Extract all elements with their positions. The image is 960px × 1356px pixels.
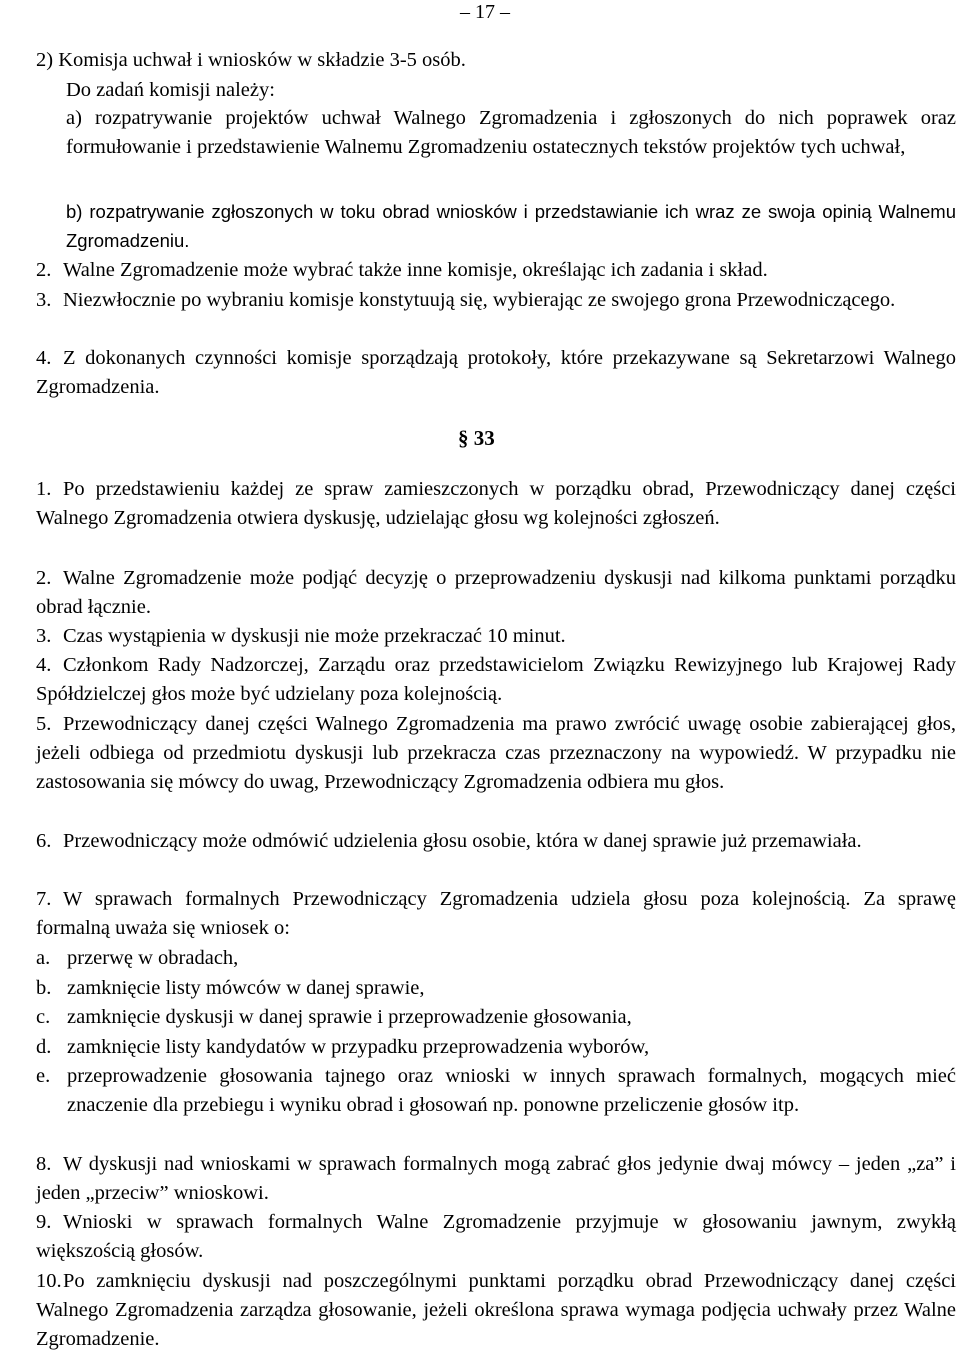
- subitem-a: a. przerwę w obradach,: [36, 947, 239, 969]
- item-1: 1. Po przedstawieniu każdej ze spraw zamieszczonych w porządku obrad, Przewodniczący danej części Walnego Zgromadzenia otwiera dyskusję, udzielając głosu wg kolejności zgłoszeń.: [36, 478, 956, 529]
- duties-intro: Do zadań komisji należy:: [66, 79, 275, 101]
- item-7: 7. W sprawach formalnych Przewodniczący Zgromadzenia udziela głosu poza kolejnością. Za sprawę formalną uważa się wniosek o:: [36, 888, 956, 939]
- subitem-d: d. zamknięcie listy kandydatów w przypadku przeprowadzenia wyborów,: [36, 1036, 650, 1058]
- duty-a: a) rozpatrywanie projektów uchwał Walnego Zgromadzenia i zgłoszonych do nich poprawek oraz formułowanie i przedstawienie Walnemu Zgromadzeniu ostatecznych tekstów projektów tych uchwał,: [66, 107, 956, 158]
- item-5: 5. Przewodniczący danej części Walnego Zgromadzenia ma prawo zwrócić uwagę osobie zabierającej głos, jeżeli odbiega od przedmiotu dyskusji lub przekracza czas przeznaczony na wypowiedź. W przypadku nie zastosowania się mówcy do uwag, Przewodniczący Zgromadzenia odbiera mu głos.: [36, 713, 956, 793]
- item-6: 6. Przewodniczący może odmówić udzielenia głosu osobie, która w danej sprawie już przemawiała.: [36, 830, 862, 852]
- subitem-c: c. zamknięcie dyskusji w danej sprawie i przeprowadzenie głosowania,: [36, 1006, 632, 1028]
- section-heading: § 33: [458, 426, 495, 450]
- duty-b: b) rozpatrywanie zgłoszonych w toku obrad wniosków i przedstawianie ich wraz ze swoja opinią Walnemu Zgromadzeniu.: [66, 201, 956, 251]
- commission-item-2: 2) Komisja uchwał i wniosków w składzie 3-5 osób.: [36, 49, 466, 71]
- item-2: 2. Walne Zgromadzenie może podjąć decyzję o przeprowadzeniu dyskusji nad kilkoma punktami porządku obrad łącznie.: [36, 567, 956, 618]
- paragraph-4: 4. Z dokonanych czynności komisje sporządzają protokoły, które przekazywane są Sekretarzowi Walnego Zgromadzenia.: [36, 347, 956, 398]
- item-8: 8. W dyskusji nad wnioskami w sprawach formalnych mogą zabrać głos jedynie dwaj mówcy – jeden „za” i jeden „przeciw” wnioskowi.: [36, 1153, 956, 1204]
- item-10: 10. Po zamknięciu dyskusji nad poszczególnymi punktami porządku obrad Przewodniczący danej części Walnego Zgromadzenia zarządza głosowanie, jeżeli określona sprawa wymaga podjęcia uchwały przez Walne Zgromadzenie.: [36, 1270, 956, 1350]
- item-4: 4. Członkom Rady Nadzorczej, Zarządu oraz przedstawicielom Związku Rewizyjnego lub Krajowej Rady Spółdzielczej głos może być udzielany poza kolejnością.: [36, 654, 956, 705]
- paragraph-2: 2. Walne Zgromadzenie może wybrać także inne komisje, określając ich zadania i skład.: [36, 259, 768, 281]
- item-3: 3. Czas wystąpienia w dyskusji nie może przekraczać 10 minut.: [36, 625, 566, 647]
- subitem-b: b. zamknięcie listy mówców w danej sprawie,: [36, 977, 425, 999]
- item-9: 9. Wnioski w sprawach formalnych Walne Zgromadzenie przyjmuje w głosowaniu jawnym, zwykłą większością głosów.: [36, 1211, 956, 1262]
- paragraph-3: 3. Niezwłocznie po wybraniu komisje konstytuują się, wybierając ze swojego grona Przewodniczącego.: [36, 289, 896, 311]
- subitem-e: e. przeprowadzenie głosowania tajnego oraz wnioski w innych sprawach formalnych, mogących mieć znaczenie dla przebiegu i wyniku obrad i głosowań np. ponowne przeliczenie głosów itp.: [36, 1065, 956, 1116]
- page-number: – 17 –: [460, 1, 510, 23]
